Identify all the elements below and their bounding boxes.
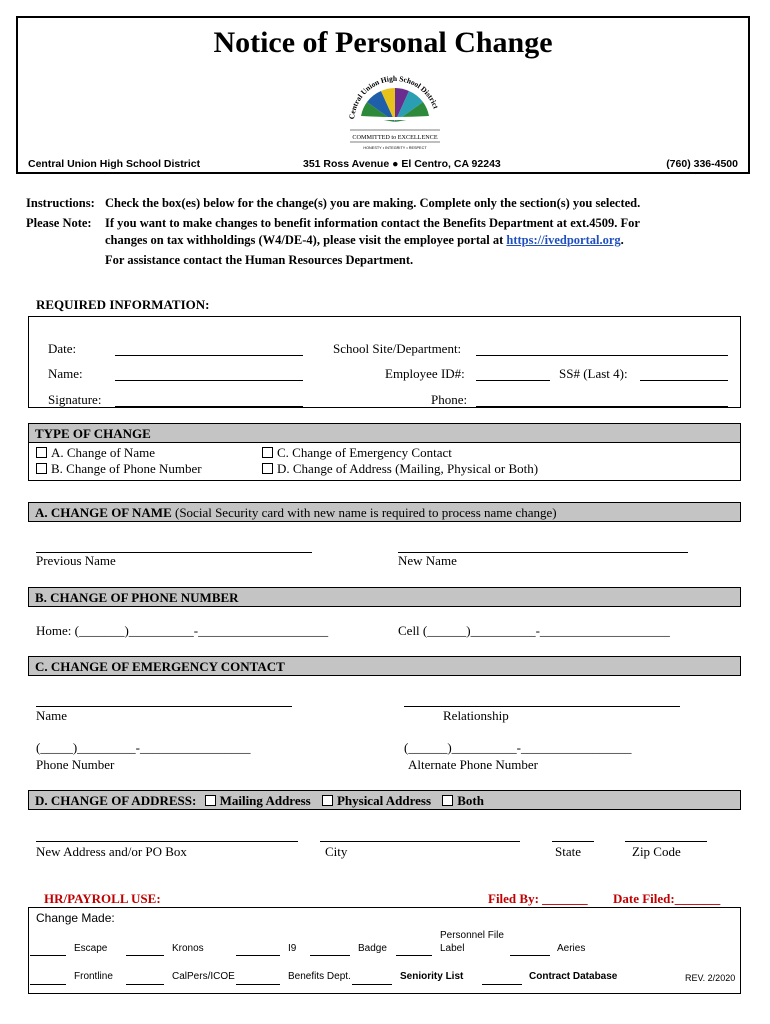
address-label: New Address and/or PO Box <box>36 844 187 859</box>
signature-field[interactable] <box>115 406 303 407</box>
physical-checkbox[interactable] <box>322 795 333 806</box>
both-checkbox[interactable] <box>442 795 453 806</box>
checkbox-b[interactable] <box>36 463 47 474</box>
logo-motto: COMMITTED to EXCELLENCE <box>352 134 438 141</box>
employee-id-label: Employee ID#: <box>385 366 465 381</box>
option-a[interactable]: A. Change of Name <box>36 445 155 461</box>
section-b-heading: B. CHANGE OF PHONE NUMBER <box>28 587 741 607</box>
seniority-label: Seniority List <box>400 971 464 982</box>
contact-phone-label: Phone Number <box>36 757 115 772</box>
personnel-file-label: Personnel File Label <box>440 930 504 954</box>
ss-label: SS# (Last 4): <box>559 366 628 381</box>
district-name: Central Union High School District <box>28 158 201 170</box>
alt-phone-field[interactable]: (______)__________-_________________ <box>404 740 632 755</box>
escape-blank[interactable] <box>30 955 66 956</box>
page-title: Notice of Personal Change <box>213 26 553 59</box>
benefits-blank[interactable] <box>236 984 280 985</box>
contact-name-field[interactable] <box>36 706 292 707</box>
district-logo <box>340 60 450 152</box>
state-label: State <box>555 844 581 859</box>
relationship-field[interactable] <box>404 706 680 707</box>
portal-link[interactable]: https://ivedportal.org <box>506 233 621 247</box>
section-a-heading: A. CHANGE OF NAME (Social Security card with new name is required to process name change) <box>28 502 741 522</box>
new-name-label: New Name <box>398 553 457 568</box>
zip-field[interactable] <box>625 841 707 842</box>
option-c[interactable]: C. Change of Emergency Contact <box>262 445 452 461</box>
date-label: Date: <box>48 341 77 356</box>
option-d[interactable]: D. Change of Address (Mailing, Physical or Both) <box>262 461 538 477</box>
state-field[interactable] <box>552 841 594 842</box>
checkbox-a[interactable] <box>36 447 47 458</box>
district-phone: (760) 336-4500 <box>666 158 738 170</box>
name-label: Name: <box>48 366 83 381</box>
instructions-label: Instructions: <box>26 196 95 210</box>
date-field[interactable] <box>115 355 303 356</box>
contract-label: Contract Database <box>529 971 618 982</box>
logo-values: HONESTY • INTEGRITY • RESPECT <box>363 146 427 150</box>
date-filed[interactable]: Date Filed:_______ <box>613 891 721 906</box>
phone-label: Phone: <box>431 392 468 407</box>
mailing-checkbox[interactable] <box>205 795 216 806</box>
logo-ring-text: Central Union High School District <box>347 73 441 120</box>
benefits-label: Benefits Dept. <box>288 971 351 982</box>
cell-phone-field[interactable]: Cell (______)__________-____________________ <box>398 623 670 638</box>
kronos-blank[interactable] <box>126 955 164 956</box>
note-label: Please Note: <box>26 216 92 230</box>
personnel-file-blank[interactable] <box>396 955 432 956</box>
revision-label: REV. 2/2020 <box>685 973 736 983</box>
alt-phone-label: Alternate Phone Number <box>408 757 538 772</box>
badge-label: Badge <box>358 943 387 954</box>
contract-blank[interactable] <box>482 984 522 985</box>
checkbox-c[interactable] <box>262 447 273 458</box>
signature-label: Signature: <box>48 392 102 407</box>
hr-heading: HR/PAYROLL USE: <box>44 891 161 906</box>
district-address: 351 Ross Avenue ● El Centro, CA 92243 <box>303 158 501 170</box>
home-phone-field[interactable]: Home: (_______)__________-____________________ <box>36 623 329 638</box>
note-line-1: If you want to make changes to benefit information contact the Benefits Department at ext.4509. For <box>105 216 640 230</box>
calpers-label: CalPers/ICOE <box>172 971 235 982</box>
change-made-label: Change Made: <box>36 911 115 925</box>
kronos-label: Kronos <box>172 943 204 954</box>
seniority-blank[interactable] <box>352 984 392 985</box>
filed-by[interactable]: Filed By: _______ <box>488 891 588 906</box>
city-label: City <box>325 844 348 859</box>
contact-name-label: Name <box>36 708 68 723</box>
note-line-3: For assistance contact the Human Resources Department. <box>105 253 414 267</box>
checkbox-d[interactable] <box>262 463 273 474</box>
previous-name-label: Previous Name <box>36 553 116 568</box>
header-box <box>16 16 750 174</box>
type-of-change-heading: TYPE OF CHANGE <box>28 423 741 443</box>
i9-label: I9 <box>288 943 297 954</box>
frontline-label: Frontline <box>74 971 113 982</box>
required-info-box <box>28 316 741 408</box>
badge-blank[interactable] <box>310 955 350 956</box>
school-label: School Site/Department: <box>333 341 462 356</box>
both-option[interactable]: Both <box>442 793 484 808</box>
aeries-blank[interactable] <box>510 955 550 956</box>
relationship-label: Relationship <box>443 708 509 723</box>
escape-label: Escape <box>74 943 108 954</box>
section-c-heading: C. CHANGE OF EMERGENCY CONTACT <box>28 656 741 676</box>
ss-field[interactable] <box>640 380 728 381</box>
i9-blank[interactable] <box>236 955 280 956</box>
required-heading: REQUIRED INFORMATION: <box>36 297 210 312</box>
zip-label: Zip Code <box>632 844 681 859</box>
mailing-option[interactable]: Mailing Address <box>205 793 311 808</box>
option-b[interactable]: B. Change of Phone Number <box>36 461 202 477</box>
school-field[interactable] <box>476 355 728 356</box>
city-field[interactable] <box>320 841 520 842</box>
phone-field[interactable] <box>476 406 728 407</box>
section-d-heading: D. CHANGE OF ADDRESS: Mailing Address Physical Address Both <box>28 790 741 810</box>
instructions-text: Check the box(es) below for the change(s) you are making. Complete only the section(s) you selected. <box>105 196 641 210</box>
frontline-blank[interactable] <box>30 984 66 985</box>
physical-option[interactable]: Physical Address <box>322 793 431 808</box>
aeries-label: Aeries <box>557 943 586 954</box>
employee-id-field[interactable] <box>476 380 550 381</box>
section-a-note: (Social Security card with new name is required to process name change) <box>175 505 557 520</box>
note-line-2: changes on tax withholdings (W4/DE-4), please visit the employee portal at https://ivedportal.org. <box>105 233 624 247</box>
contact-phone-field[interactable]: (_____)_________-_________________ <box>36 740 251 755</box>
calpers-blank[interactable] <box>126 984 164 985</box>
name-field[interactable] <box>115 380 303 381</box>
address-field[interactable] <box>36 841 298 842</box>
